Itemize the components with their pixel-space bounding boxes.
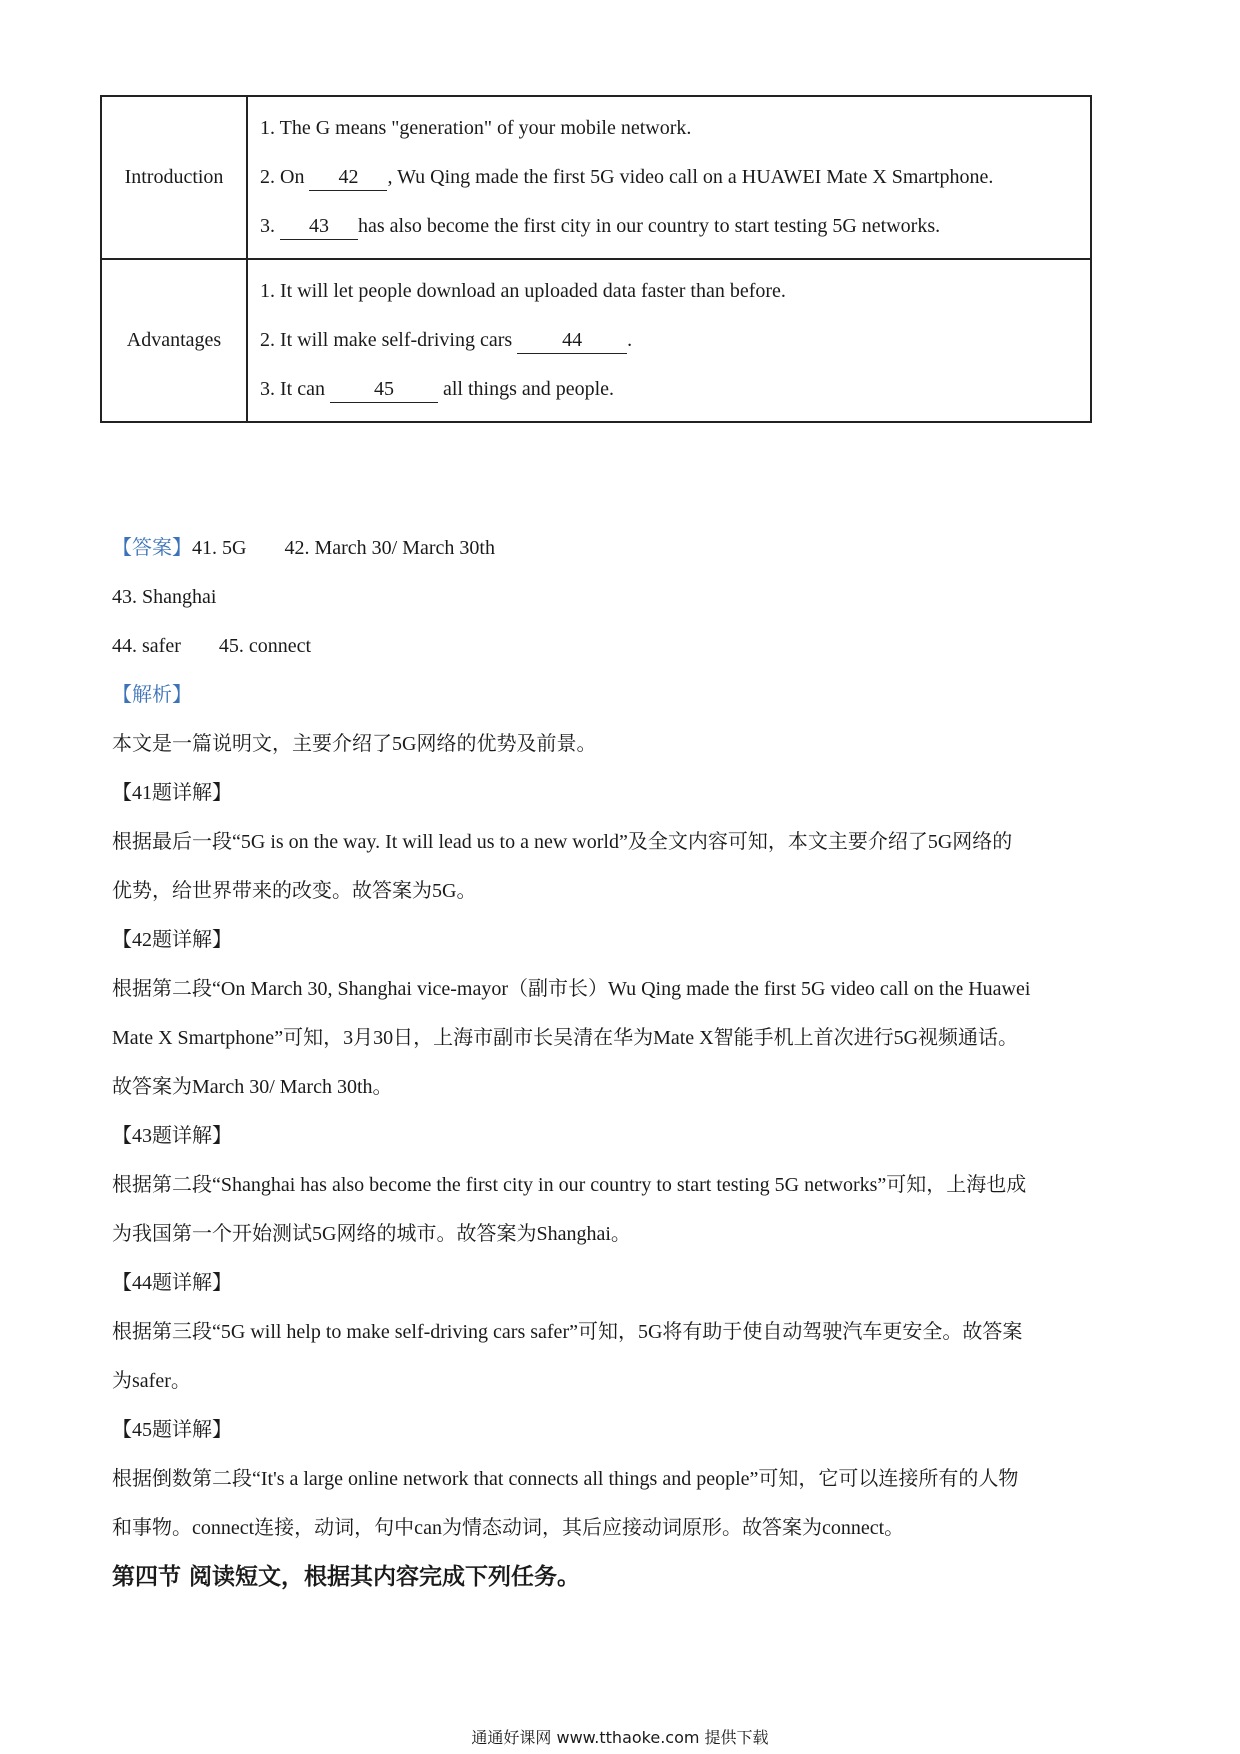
table-item xyxy=(260,202,1090,251)
item-text: 2. On xyxy=(260,166,310,188)
item-text: 3. xyxy=(260,215,280,237)
item-text: all things and people. xyxy=(437,378,615,400)
q44-title: 【44题详解】 xyxy=(112,1272,232,1294)
item-text: 2. It will make self-driving cars xyxy=(260,329,518,351)
q41-text: 根据最后一段“5G is on the way. It will lead us to a new world”及全文内容可知，本文主要介绍了5G网络的 xyxy=(112,831,1013,853)
q41-text: 优势，给世界带来的改变。故答案为5G。 xyxy=(112,880,477,902)
q45-text: 根据倒数第二段“It's a large online network that connects all things and people”可知，它可以连接所有的人物 xyxy=(112,1468,1019,1490)
table-item xyxy=(260,153,1090,202)
row-items xyxy=(247,259,1091,422)
section-heading: 第四节 阅读短文，根据其内容完成下列任务。 xyxy=(112,1564,581,1590)
answer-42: 42. March 30/ March 30th xyxy=(284,537,495,559)
q42-text: Mate X Smartphone”可知，3月30日，上海市副市长吴清在华为Mate X智能手机上首次进行5G视频通话。 xyxy=(112,1027,1019,1049)
item-text: , Wu Qing made the first 5G video call on a HUAWEI Mate X Smartphone. xyxy=(387,166,994,188)
item-text: . xyxy=(627,329,633,351)
analysis-summary: 本文是一篇说明文，主要介绍了5G网络的优势及前景。 xyxy=(112,733,597,755)
analysis-label: 【解析】 xyxy=(112,684,192,706)
table-item xyxy=(260,365,1090,414)
q45-title: 【45题详解】 xyxy=(112,1419,232,1441)
page-footer: 通通好课网 www.tthaoke.com 提供下载 xyxy=(471,1728,769,1747)
answer-45: 45. connect xyxy=(218,635,312,657)
row-items xyxy=(247,96,1091,259)
q45-text: 和事物。connect连接，动词，句中can为情态动词，其后应接动词原形。故答案为connect。 xyxy=(112,1517,905,1539)
item-text: has also become the first city in our country to start testing 5G networks. xyxy=(358,215,941,237)
answer-41: 41. 5G xyxy=(192,537,247,559)
table-row-advantages xyxy=(101,259,1091,422)
item-text: 1. The G means "generation" of your mobile network. xyxy=(260,117,692,139)
answer-line xyxy=(112,524,1132,573)
table-item xyxy=(260,104,1090,153)
item-text: 1. It will let people download an uploaded data faster than before. xyxy=(260,280,786,302)
blank-43: 43 xyxy=(280,213,358,240)
blank-45: 45 xyxy=(330,376,438,403)
fill-in-table xyxy=(100,95,1092,423)
q44-text: 为safer。 xyxy=(112,1370,191,1392)
q41-title: 【41题详解】 xyxy=(112,782,232,804)
q44-text: 根据第三段“5G will help to make self-driving cars safer”可知，5G将有助于使自动驾驶汽车更安全。故答案 xyxy=(112,1321,1023,1343)
blank-42: 42 xyxy=(309,164,387,191)
answer-label: 【答案】 xyxy=(112,537,192,559)
q42-title: 【42题详解】 xyxy=(112,929,232,951)
blank-44: 44 xyxy=(517,327,627,354)
answer-43: 43. Shanghai xyxy=(112,586,217,608)
row-category: Introduction xyxy=(101,96,247,259)
answer-analysis xyxy=(112,524,1132,1602)
answer-line-2 xyxy=(112,622,1132,671)
table-item xyxy=(260,316,1090,365)
row-category: Advantages xyxy=(101,259,247,422)
q42-text: 根据第二段“On March 30, Shanghai vice-mayor（副市长）Wu Qing made the first 5G video call on the Huawei xyxy=(112,978,1031,1000)
q43-text: 根据第二段“Shanghai has also become the first city in our country to start testing 5G networks”可知，上海也成 xyxy=(112,1174,1027,1196)
q42-text: 故答案为March 30/ March 30th。 xyxy=(112,1076,393,1098)
q43-text: 为我国第一个开始测试5G网络的城市。故答案为Shanghai。 xyxy=(112,1223,631,1245)
answer-44: 44. safer xyxy=(112,635,181,657)
q43-title: 【43题详解】 xyxy=(112,1125,232,1147)
table-item xyxy=(260,267,1090,316)
table-row-introduction xyxy=(101,96,1091,259)
item-text: 3. It can xyxy=(260,378,330,400)
